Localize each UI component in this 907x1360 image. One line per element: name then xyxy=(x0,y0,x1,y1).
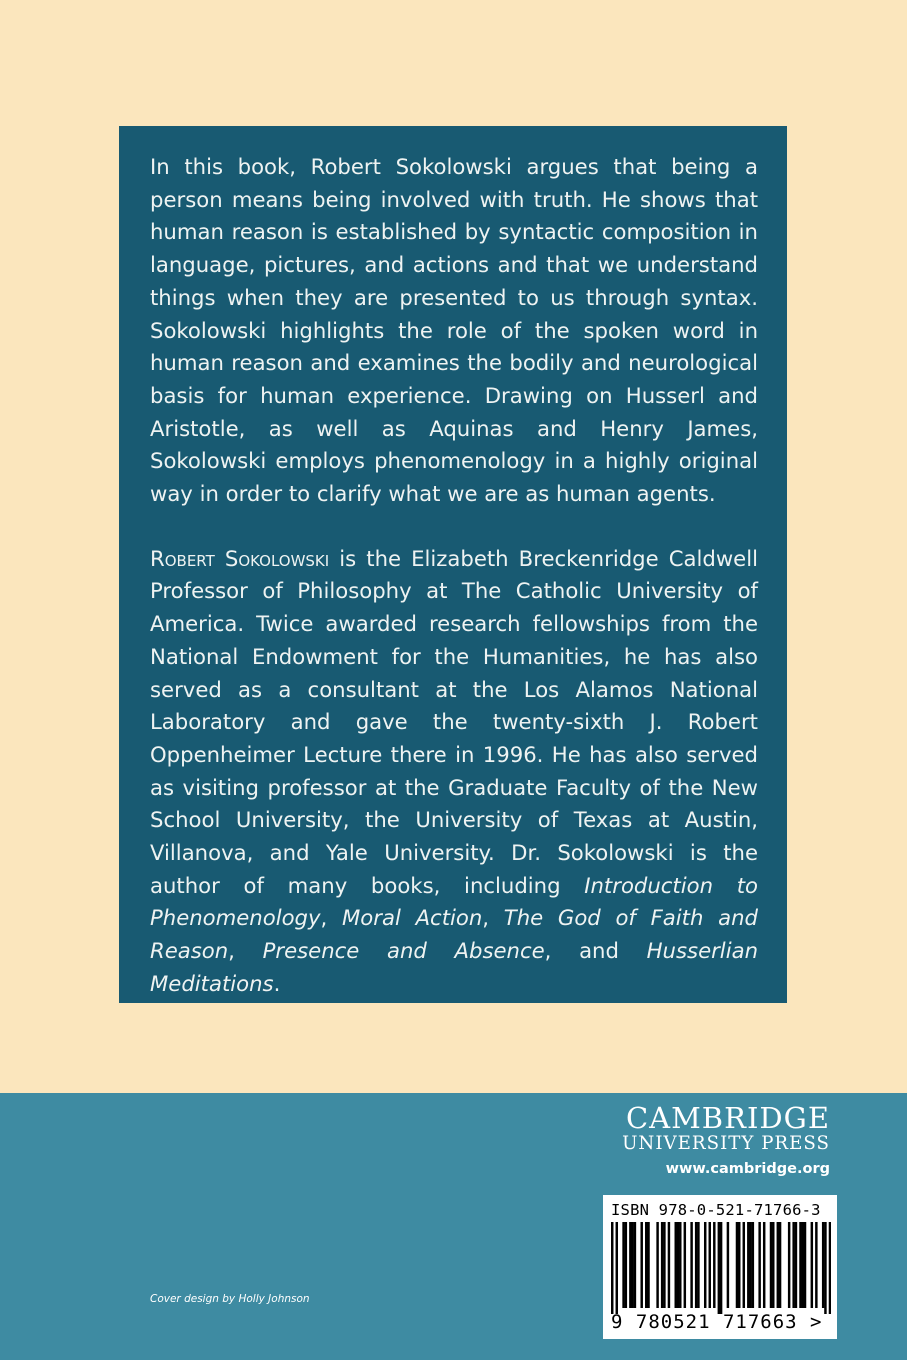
barcode-bar xyxy=(804,1222,806,1308)
barcode-bar xyxy=(811,1222,813,1308)
barcode-bar xyxy=(684,1222,686,1308)
barcode-bar xyxy=(752,1222,754,1308)
barcode-bar xyxy=(690,1222,692,1308)
book-title: Husserlian Meditations xyxy=(150,938,758,996)
barcode-bar xyxy=(747,1222,749,1308)
barcode-bar xyxy=(799,1222,801,1308)
barcode-bar xyxy=(675,1222,677,1308)
book-title: Introduction to Phenomenology xyxy=(150,872,758,931)
barcode-bar xyxy=(679,1222,681,1308)
barcode-bar xyxy=(795,1222,797,1308)
barcode-bar xyxy=(763,1222,765,1308)
author-name: Robert Sokolowski xyxy=(150,545,330,571)
barcode-bar xyxy=(743,1222,745,1308)
author-bio-paragraph: Robert Sokolowski is the Elizabeth Breckenridge Caldwell Professor of Philosophy at The Catholic University of America. Twice awarded research fellowships from the National Endowment for the Humanities, he has also served as a consultant at the Los Alamos National Laboratory and gave the twenty-sixth J. Robert Oppenheimer Lecture there in 1996. He has also served as visiting professor at the Graduate Faculty of the New School University, the University of Texas at Austin, Villanova, and Yale University. Dr. Sokolowski is the author of many books, including Introduction to Phenomenology, Moral Action, The God of Faith and Reason, Presence and Absence, and Husserlian Meditations. xyxy=(150,545,758,996)
author-bio-text: is the Elizabeth Breckenridge Caldwell Professor of Philosophy at The Catholic University of America. Twice awarded research fellowships from the National Endowment for the Humanities, he has also served as a consultant at the Los Alamos National Laboratory and gave the twenty-sixth J. Robert Oppenheimer Lecture there in 1996. He has also served as visiting professor at the Graduate Faculty of the New School University, the University of Texas at Austin, Villanova, and Yale University. Dr. Sokolowski is the author of many books, including xyxy=(150,545,758,898)
barcode-bar xyxy=(704,1222,706,1308)
bottom-band xyxy=(0,1093,907,1360)
book-title: Moral Action xyxy=(342,905,483,931)
barcode-bar xyxy=(695,1222,697,1308)
barcode-bar xyxy=(779,1222,781,1308)
barcode-bar xyxy=(824,1222,826,1314)
barcode-bar xyxy=(802,1222,804,1308)
barcode-digits: 9 780521 717663 > xyxy=(611,1311,823,1333)
barcode-bar xyxy=(709,1222,711,1308)
barcode-bar xyxy=(822,1222,824,1308)
barcode-bar xyxy=(697,1222,699,1308)
barcode-bar xyxy=(772,1222,774,1308)
barcode-bar xyxy=(829,1222,831,1314)
barcode-bar xyxy=(777,1222,779,1308)
barcode-bar xyxy=(713,1222,715,1308)
barcode-bar xyxy=(663,1222,665,1308)
barcode-bar xyxy=(668,1222,670,1308)
isbn-label: ISBN 978-0-521-71766-3 xyxy=(611,1201,821,1219)
barcode-bar xyxy=(631,1222,633,1308)
barcode-bar xyxy=(616,1222,618,1314)
barcode-bars xyxy=(611,1222,831,1314)
barcode-bar xyxy=(661,1222,663,1308)
barcode-bar xyxy=(727,1222,729,1308)
barcode-bar xyxy=(718,1222,720,1314)
barcode-box xyxy=(603,1195,837,1339)
barcode-bar xyxy=(792,1222,794,1308)
cover-credit: Cover design by Holly Johnson xyxy=(150,1293,310,1305)
barcode-bar xyxy=(770,1222,772,1308)
book-title: Presence and Absence xyxy=(262,938,545,964)
publisher-logo xyxy=(622,1103,830,1181)
publisher-name: CAMBRIDGE xyxy=(625,1101,830,1135)
publisher-url[interactable]: www.cambridge.org xyxy=(665,1161,830,1177)
barcode-bar xyxy=(738,1222,740,1308)
barcode-bar xyxy=(634,1222,636,1308)
barcode-bar xyxy=(640,1222,642,1308)
barcode-bar xyxy=(720,1222,722,1314)
barcode-bar xyxy=(758,1222,760,1308)
barcode-bar xyxy=(677,1222,679,1308)
publisher-subtitle: UNIVERSITY PRESS xyxy=(622,1133,830,1154)
barcode-bar xyxy=(611,1222,613,1314)
description-paragraph: In this book, Robert Sokolowski argues that being a person means being involved with truth. He shows that human reason is established by syntactic composition in language, pictures, and actions and that we understand things when they are presented to us through syntax. Sokolowski highlights the role of the spoken word in human reason and examines the bodily and neurological basis for human experience. Drawing on Husserl and Aristotle, as well as Aquinas and Henry James, Sokolowski employs phenomenology in a highly original way in order to clarify what we are as human agents. xyxy=(150,154,758,507)
barcode-bar xyxy=(815,1222,817,1308)
barcode-bar xyxy=(647,1222,649,1308)
barcode-bar xyxy=(749,1222,751,1308)
barcode-bar xyxy=(625,1222,627,1308)
barcode-bar xyxy=(645,1222,647,1308)
barcode-bar xyxy=(629,1222,631,1308)
barcode-bar xyxy=(736,1222,738,1308)
barcode-bar xyxy=(622,1222,624,1308)
barcode-bar xyxy=(788,1222,790,1308)
book-title: The God of Faith and Reason xyxy=(150,905,758,964)
blurb-box xyxy=(119,126,787,1003)
barcode-bar xyxy=(656,1222,658,1308)
